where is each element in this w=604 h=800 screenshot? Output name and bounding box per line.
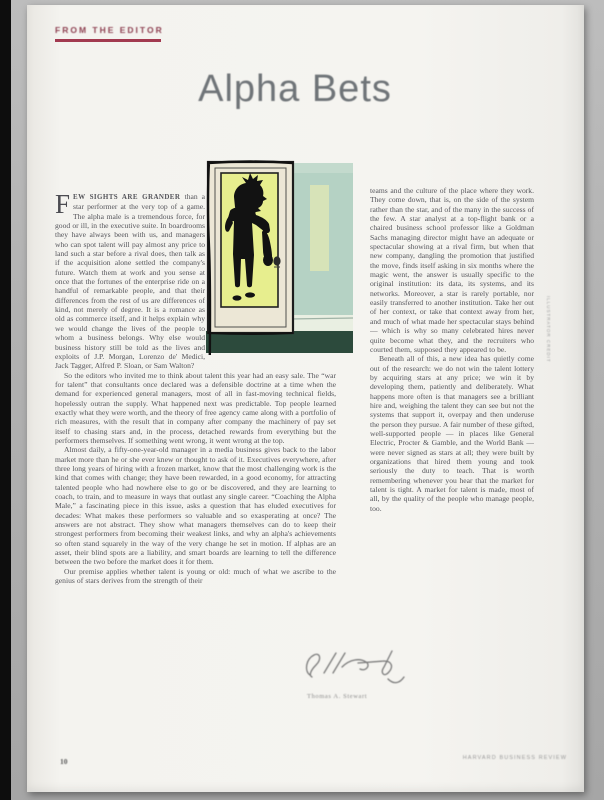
signature-icon bbox=[300, 645, 410, 691]
editor-name: Thomas A. Stewart bbox=[307, 693, 368, 700]
right-text-column bbox=[370, 186, 534, 624]
signature-stroke-5 bbox=[388, 677, 404, 683]
paragraph-2: So the editors who invited me to think about talent this year had an easy sale. The “war for talent” that consultants once declared was a defensible doctrine at a time when the demand for experienced general managers, most of all in fast-moving technical fields, hopelessly outran the supply. What happened next was predictable. Top people learned exactly what they were worth, and the theory of free agency came along with a portfolio of rich measures, with the result that in company after company the machinery of pay set itself to chasing stars and, in the process, detached rewards from everything but the performers themselves. If something went wrong, it went wrong at the top. bbox=[55, 370, 336, 445]
journal-name-footer: HARVARD BUSINESS REVIEW bbox=[462, 755, 567, 761]
scanner-edge-strip bbox=[0, 0, 11, 800]
eyebrow-underline bbox=[55, 39, 161, 42]
page-number: 10 bbox=[60, 757, 68, 766]
left-text-column bbox=[55, 192, 336, 754]
editor-signature-block bbox=[300, 645, 430, 715]
paragraph-6: Beneath all of this, a new idea has quietly come out of the research: we do not win the talent lottery by acquiring stars at any price; we win it by developing them, patiently and deliberately. What happens more often is that managers see a brilliant hire and, weighing the talent they can see but not the systems that support it, overpay and then underuse the person they pursue. A fair number of these gifted, well-supported people — in places like General Electric, Procter & Gamble, and the World Bank — were never signed as stars at all; they were built by organizations that hired them young and took seriously the duty to teach. That is worth remembering whenever you hear that the market for talent is tight. A market for talent is made, most of all, by the quality of the people who manage people, too. bbox=[370, 354, 534, 513]
drop-cap: F bbox=[55, 192, 71, 219]
paragraph-5: teams and the culture of the place where they work. They come down, that is, on the side of the system rather than the star, and of the many in the success of the few. A star analyst at a top-flight bank or a chaired business school professor like a Goldman Sachs managing director might have an adequate or spectacular showing at a rival firm, but when that new company, dangling the promotion that justified the move, finds itself asking in six months where the magic went, the answer is usually specific to the original institution: its data, its systems, and its networks. Moreover, a star is rarely portable, nor easily transferred to another institution. Take her out of her context, or take that context away from her, and much of what made her spectacular stays behind — which is why so many celebrated hires never quite become what they, and the recruiters who courted them, supposed they appeared to be. bbox=[370, 186, 534, 354]
signature-stroke-3 bbox=[342, 660, 368, 670]
article-title: Alpha Bets bbox=[198, 68, 392, 110]
paragraph-3: Almost daily, a fifty-one-year-old manager in a media business gives back to the labor market more than he or she ever knew or thought to ask of it. Executives everywhere, after three long years of hiring with a frozen market, know that the most challenging work is the kind that comes with change; they have been rewarded, in a good economy, for attracting talented people who had nowhere else to go or be discovered, and they are learning to coach, to train, and to measure in ways that outlast any single career. “Coaching the Alpha Male,” a fascinating piece in this issue, asks a question that has eluded executives for decades: What makes these performers so valuable and so exasperating at once? The answers are not abstract. They show what managers themselves can do to keep their strongest performers from becoming their weakest links, and why an alpha's achievements so often stand squarely in the way of the very change he set in motion. If alphas are an asset, their blind spots are a liability, and smart boards are learning to tell the difference between the two before the market does it for them. bbox=[55, 445, 336, 567]
lead-small-caps: EW SIGHTS ARE GRANDER bbox=[73, 193, 185, 201]
signature-stroke-2 bbox=[324, 653, 345, 673]
illustration-wrap-spacer bbox=[205, 192, 336, 361]
signature-stroke-1 bbox=[307, 654, 320, 677]
wall-top-shade bbox=[292, 163, 353, 173]
paragraph-1-text: than a star performer at the very top of a game. The alpha male is a tremendous force, for good or ill, in the executive suite. In boardrooms they have always been with us, and managers who can spot talent will pay almost any price to land such a star before a rival does, then talk as if the acquisition alone settled the company's future. Watch them at work and you sense at once that the fortunes of the enterprise ride on a handful of remarkable people, and that their differences from the rest of us are differences of kind, not merely of degree. It is a romance as old as commerce itself, and it helps explain why we would change the lives of the people to whom a business belongs. Why else would business history still be told as the lives and exploits of J.P. Morgan, Lorenzo de' Medici, Jack Tagger, Alfred P. Sloan, or Sam Walton? bbox=[55, 192, 206, 371]
illustration-credit-vertical: ILLUSTRATOR CREDIT bbox=[546, 296, 551, 363]
section-eyebrow: FROM THE EDITOR bbox=[55, 25, 164, 35]
paragraph-4: Our premise applies whether talent is young or old: much of what we ascribe to the genius of stars derives from the strength of their bbox=[55, 566, 336, 586]
signature-stroke-4 bbox=[358, 651, 392, 675]
